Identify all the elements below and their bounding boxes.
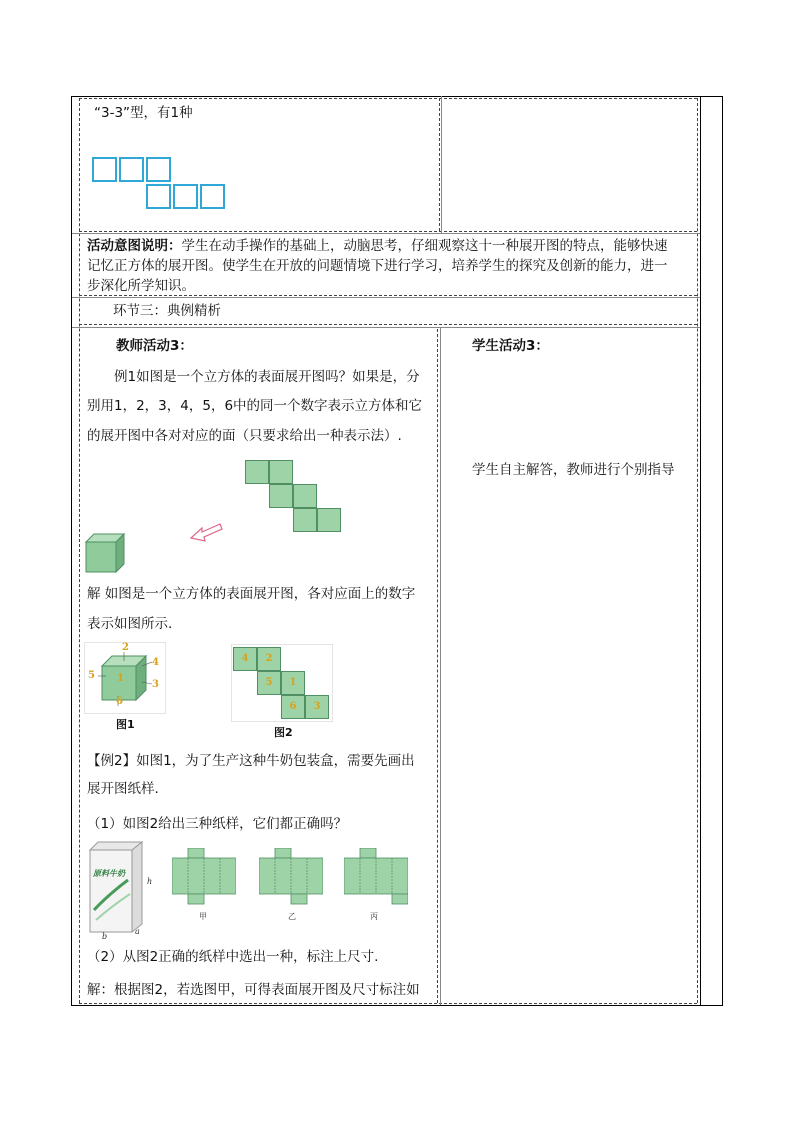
cube-figure: [84, 532, 128, 576]
net-square: [92, 157, 117, 182]
net-square: [146, 184, 171, 209]
cube-label-right-top: 4: [152, 657, 159, 668]
net-bing-figure: [344, 848, 408, 906]
net-face: [293, 484, 317, 508]
labeled-net-face: 5: [257, 671, 281, 695]
section-title: 环节三：典例精析: [113, 303, 221, 319]
figure1-caption: 图1: [116, 718, 135, 731]
table-inner-right-border: [700, 96, 701, 1006]
row-separator-1-solid: [72, 233, 700, 234]
net-square: [200, 184, 225, 209]
net-caption-yi: 乙: [288, 912, 296, 921]
intent-paragraph: [87, 236, 668, 256]
col-separator-row1-solid: [441, 96, 442, 233]
labeled-cube: [98, 652, 152, 706]
dimension-a: a: [135, 927, 140, 936]
net-face: [245, 460, 269, 484]
net-square: [119, 157, 144, 182]
student-heading: 学生活动3：: [472, 338, 549, 354]
example1-line-3: 的展开图中各对对应的面（只要求给出一种表示法）.: [87, 428, 402, 444]
labeled-net-face: 1: [281, 671, 305, 695]
cube-label-front: 1: [117, 673, 124, 684]
dimension-b: b: [102, 932, 108, 941]
intent-label: 活动意图说明：: [87, 238, 182, 254]
intent-line-2: 记忆正方体的展开图。使学生在开放的问题情境下进行学习，培养学生的探究及创新的能力，进一: [87, 258, 668, 274]
cube-label-left: 5: [88, 670, 95, 681]
net-jia-figure: [172, 848, 236, 906]
example2-line-1: 【例2】如图1，为了生产这种牛奶包装盒，需要先画出: [87, 753, 415, 769]
labeled-net-face: 6: [281, 695, 305, 719]
example1-line-1: 例1如图是一个立方体的表面展开图吗？如果是，分: [114, 369, 420, 385]
col-separator-main: [437, 329, 438, 1003]
example2-line-2: 展开图纸样.: [87, 781, 159, 797]
net-caption-bing: 丙: [370, 912, 378, 921]
net-face: [293, 508, 317, 532]
question1: （1）如图2给出三种纸样，它们都正确吗？: [87, 816, 348, 832]
solution1-line-2: 表示如图所示.: [87, 616, 173, 632]
net-face: [317, 508, 341, 532]
net-square: [173, 184, 198, 209]
solution2-line-1: 解：根据图2，若选图甲，可得表面展开图及尺寸标注如: [87, 982, 420, 998]
example1-line-2: 别用1，2，3，4，5，6中的同一个数字表示立方体和它: [87, 398, 423, 414]
net-yi-figure: [259, 848, 323, 906]
table-right-border: [722, 96, 723, 1006]
col-separator-row1: [439, 98, 440, 231]
intent-line-3: 步深化所学知识。: [87, 278, 195, 294]
figure2-caption: 图2: [274, 726, 293, 739]
net-face: [269, 484, 293, 508]
table-bottom-border: [71, 1005, 723, 1006]
net-caption-jia: 甲: [199, 912, 207, 921]
row1-text: “3-3”型，有1种: [94, 105, 193, 121]
table-top-border: [71, 96, 723, 97]
arrow-icon: [188, 520, 224, 546]
labeled-net-face: 4: [233, 647, 257, 671]
row-separator-1: [79, 231, 697, 232]
milk-box-label: 原料牛奶: [93, 869, 125, 878]
intent-line-1: 学生在动手操作的基础上，动脑思考，仔细观察这十一种展开图的特点，能够快速: [181, 238, 668, 254]
question2: （2）从图2正确的纸样中选出一种，标注上尺寸.: [87, 949, 379, 965]
dimension-h: h: [147, 877, 153, 886]
milk-box-figure: [88, 840, 154, 936]
student-text: 学生自主解答，教师进行个别指导: [472, 462, 675, 478]
bottom-dashed-frame: [79, 1003, 697, 1004]
net-square: [146, 157, 171, 182]
labeled-net-face: 2: [257, 647, 281, 671]
cube-label-bottom: 6: [116, 696, 123, 707]
cube-label-top: 2: [122, 642, 129, 653]
labeled-net-face: 3: [305, 695, 329, 719]
row-separator-3: [79, 324, 697, 325]
teacher-heading: 教师活动3：: [116, 338, 193, 354]
col-separator-main-solid: [440, 327, 441, 1005]
top-dashed-frame: [79, 98, 697, 99]
solution1-line-1: 解 如图是一个立方体的表面展开图，各对应面上的数字: [87, 586, 416, 602]
row-separator-2-solid: [72, 297, 700, 298]
net-face: [269, 460, 293, 484]
row-separator-3-solid: [72, 327, 700, 328]
cube-label-right-bottom: 3: [152, 679, 159, 690]
